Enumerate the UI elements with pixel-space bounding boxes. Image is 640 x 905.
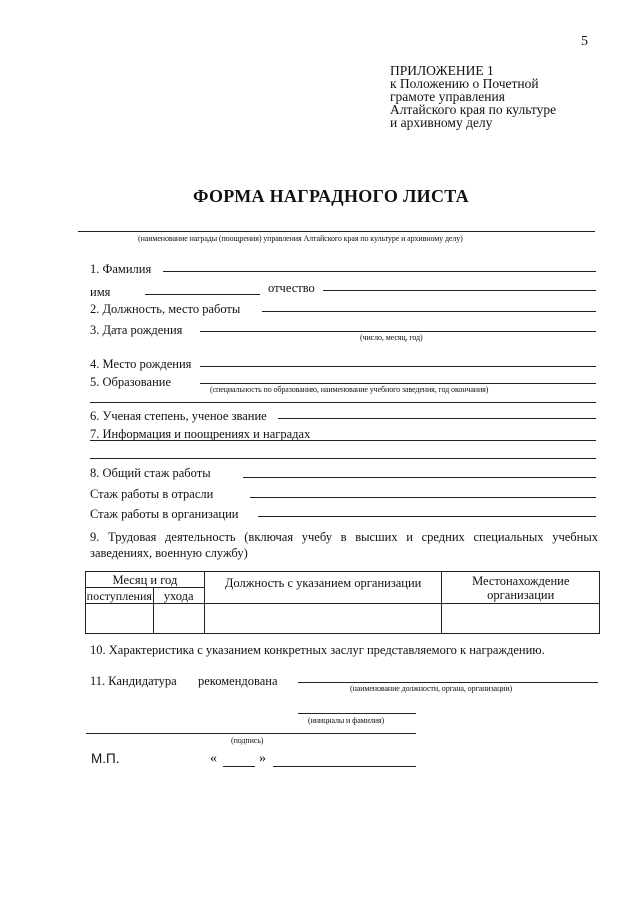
characteristic-label: 10. Характеристика с указанием конкретных заслуг представляемого к награждению. xyxy=(90,643,545,657)
exit-header: ухода xyxy=(153,588,204,604)
surname-field[interactable] xyxy=(163,271,596,272)
industry-experience-label: Стаж работы в отрасли xyxy=(90,487,214,501)
awards-info-field-2[interactable] xyxy=(90,458,596,459)
education-label: 5. Образование xyxy=(90,375,172,389)
birth-date-caption: (число, месяц, год) xyxy=(360,333,423,342)
education-field[interactable] xyxy=(200,383,596,384)
degree-field[interactable] xyxy=(278,418,596,419)
table-cell-exit[interactable] xyxy=(153,604,204,634)
candidacy-label-2: рекомендована xyxy=(198,674,278,688)
signature-caption: (подпись) xyxy=(231,736,264,745)
date-day-field[interactable] xyxy=(223,766,255,767)
annex-header xyxy=(390,64,556,129)
annex-line: ПРИЛОЖЕНИЕ 1 xyxy=(390,63,494,78)
position-label: 2. Должность, место работы xyxy=(90,302,241,316)
candidacy-label: 11. Кандидатура xyxy=(90,674,177,688)
surname-label: 1. Фамилия xyxy=(90,262,152,276)
initials-field[interactable] xyxy=(298,713,416,714)
birth-place-field[interactable] xyxy=(200,366,596,367)
patronymic-field[interactable] xyxy=(323,290,596,291)
form-title: ФОРМА НАГРАДНОГО ЛИСТА xyxy=(193,186,469,206)
table-cell-position[interactable] xyxy=(204,604,442,634)
date-month-field[interactable] xyxy=(273,766,416,767)
education-field-2[interactable] xyxy=(90,402,596,403)
initials-caption: (инициалы и фамилия) xyxy=(308,716,385,725)
birth-date-label: 3. Дата рождения xyxy=(90,323,183,337)
birth-place-label: 4. Место рождения xyxy=(90,357,192,371)
patronymic-label: отчество xyxy=(268,281,315,295)
page-number: 5 xyxy=(581,34,588,49)
industry-experience-field[interactable] xyxy=(250,497,596,498)
annex-line: грамоте управления xyxy=(390,89,505,104)
total-experience-field[interactable] xyxy=(243,477,596,478)
award-name-field[interactable] xyxy=(78,231,595,232)
total-experience-label: 8. Общий стаж работы xyxy=(90,466,211,480)
candidacy-field[interactable] xyxy=(298,682,598,683)
labor-activity-label: 9. Трудовая деятельность (включая учебу в высших и средних специальных учебных заведениях, военную службу) xyxy=(90,530,598,560)
awards-info-field[interactable] xyxy=(90,440,596,441)
org-experience-field[interactable] xyxy=(258,516,596,517)
month-year-header: Месяц и год xyxy=(86,572,205,588)
award-name-caption: (наименование награды (поощрения) управления Алтайского края по культуре и архивному делу) xyxy=(138,234,463,243)
table-cell-entry[interactable] xyxy=(86,604,154,634)
degree-label: 6. Ученая степень, ученое звание xyxy=(90,409,267,423)
education-caption: (специальность по образованию, наименование учебного заведения, год окончания) xyxy=(210,385,489,394)
signature-field[interactable] xyxy=(86,733,416,734)
awards-info-label: 7. Информация и поощрениях и наградах xyxy=(90,427,311,441)
name-label: имя xyxy=(90,285,111,299)
quote-open: « xyxy=(210,751,217,766)
name-field[interactable] xyxy=(145,294,260,295)
annex-line: к Положению о Почетной xyxy=(390,76,539,91)
entry-header: поступления xyxy=(86,588,152,603)
position-field[interactable] xyxy=(262,311,596,312)
org-experience-label: Стаж работы в организации xyxy=(90,507,239,521)
annex-line: Алтайского края по культуре xyxy=(390,102,557,117)
location-header: Местонахождение организации xyxy=(442,572,600,604)
quote-close: » xyxy=(259,751,266,766)
birth-date-field[interactable] xyxy=(200,331,596,332)
position-org-header: Должность с указанием организации xyxy=(204,572,442,604)
table-cell-location[interactable] xyxy=(442,604,600,634)
labor-activity-table xyxy=(85,571,600,634)
stamp-label: М.П. xyxy=(91,751,120,766)
candidacy-caption: (наименование должности, органа, организации) xyxy=(350,684,513,693)
annex-line: и архивному делу xyxy=(390,115,493,130)
